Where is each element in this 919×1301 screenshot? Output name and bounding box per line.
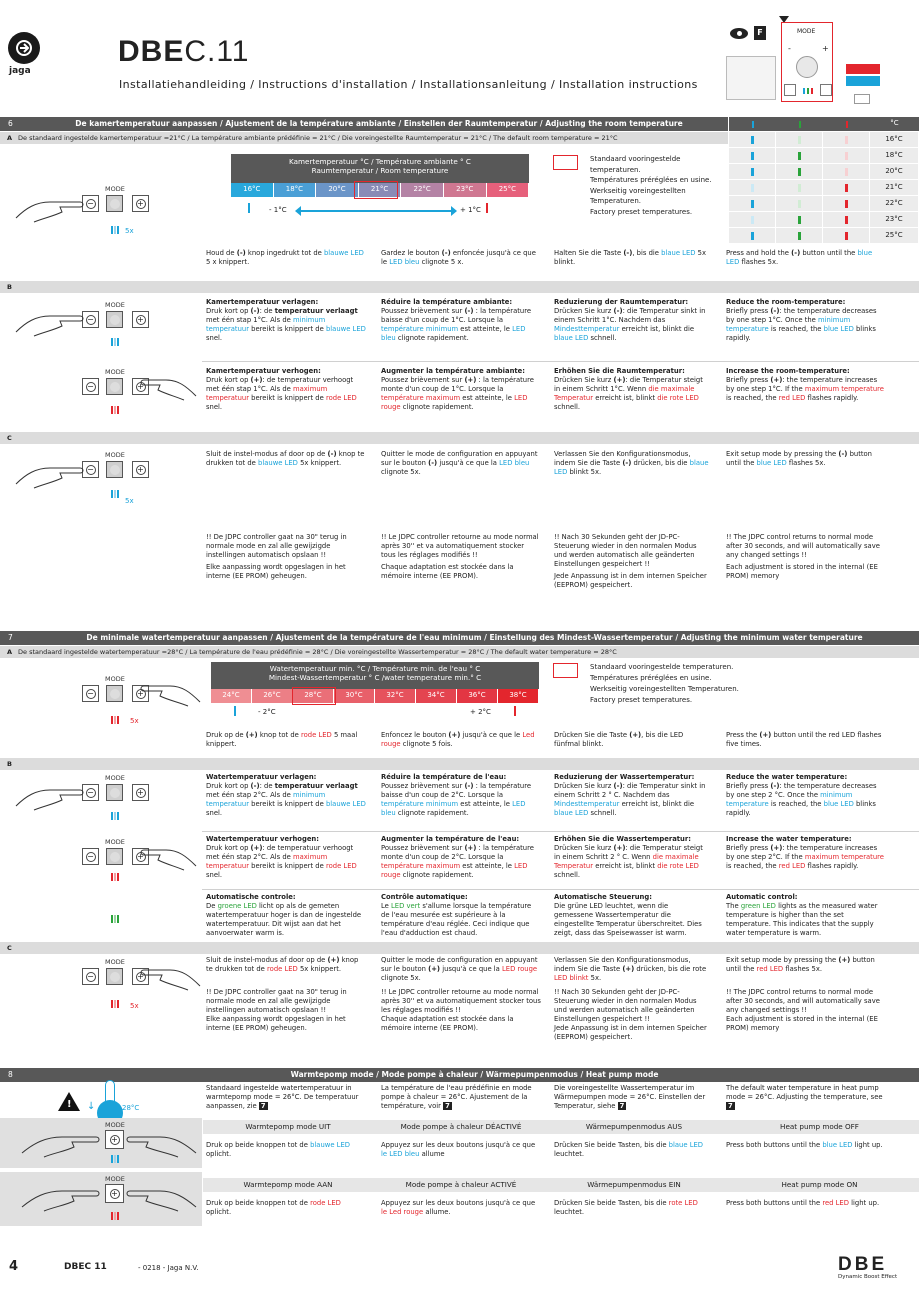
- minus-button[interactable]: −: [82, 378, 99, 395]
- hand-left-icon: [20, 1123, 100, 1159]
- led-cell: [776, 212, 823, 227]
- led-indicator: [111, 406, 119, 414]
- mode-button[interactable]: [106, 195, 123, 212]
- s6-B-up-en: Increase the room-temperature: Briefly press (+): the temperature increases by one step 1°C. If the maximum temperature is reached, the red LED flashes rapidly.: [726, 367, 884, 402]
- s6-preset-legend: [590, 154, 720, 217]
- s7-plus-led: [514, 706, 516, 716]
- mode-button[interactable]: [106, 685, 123, 702]
- sub-label: C: [7, 943, 12, 952]
- mode-label: MODE: [105, 774, 125, 782]
- led-cell: [823, 132, 870, 147]
- preset-fr: Températures préréglées en usine.: [590, 673, 712, 682]
- s6-A-de: Halten Sie die Taste (-), bis die blaue LED 5x blinkt.: [554, 249, 706, 266]
- minus-button[interactable]: −: [82, 784, 99, 801]
- s8-off-de-h: Wärmepumpenmodus AUS: [585, 1122, 683, 1131]
- jaga-logo: [8, 32, 40, 64]
- mode-label: MODE: [105, 1121, 125, 1129]
- s6-plus-led: [486, 203, 488, 213]
- sub-label: A: [7, 133, 13, 142]
- led-temp: 22°C: [870, 196, 919, 211]
- page-title: [118, 32, 250, 71]
- footer-logo-sub: Dynamic Boost Effect: [838, 1274, 898, 1280]
- scale-cell: 16°C: [231, 183, 274, 197]
- minus-button[interactable]: −: [82, 195, 99, 212]
- th-green: [776, 117, 823, 131]
- s7-B-down-fr: Réduire la température de l'eau: Poussez brièvement sur (-) : la température baisse d'un coup de 2°C. Lorsque la température minimum est atteinte, le LED bleu clignote rapidement.: [381, 773, 532, 817]
- led-temp: 16°C: [870, 132, 919, 147]
- led-cell: [776, 196, 823, 211]
- hand-pressing-icon: [14, 776, 86, 812]
- page-subtitle: Installatiehandleiding / Instructions d'installation / Installationsanleitung / Installation instructions: [119, 78, 698, 91]
- s6-B-down-fr: Réduire la température ambiante: Poussez brièvement sur (-) : la température baisse d'un coup de 1°C. Lorsque la température minimum est atteinte, le LED bleu clignote rapidement.: [381, 298, 532, 342]
- s8-off-nl-h: Warmtepomp mode UIT: [245, 1122, 331, 1131]
- mode-knob-button[interactable]: +: [105, 1130, 124, 1149]
- s7-B-auto-fr: Contrôle automatique: Le LED vert s'allume lorsque la température de l'eau mesurée est supérieure à la température d'eau réglée. Ceci indique que l'eau d'adduction est chaud.: [381, 893, 532, 937]
- preset-en: Factory preset temperatures.: [590, 207, 693, 216]
- led-temp: 20°C: [870, 164, 919, 179]
- plus-button[interactable]: +: [132, 685, 149, 702]
- led-temp: 21°C: [870, 180, 919, 195]
- led-mark: [751, 216, 754, 224]
- footer-page-number: 4: [9, 1259, 19, 1274]
- s6-B-down-de: Reduzierung der Raumtemperatur: Drücken Sie kurz (-): die Temperatur sinkt in einem Schritt 1°C. Nachdem das Mindesttemperatur erreicht ist, blinkt die blaue LED schnell.: [554, 298, 706, 342]
- s8-off-cols-en: Press both buttons until the blue LED light up.: [726, 1141, 883, 1149]
- led-mark: [798, 200, 801, 208]
- s6-A-fr: Gardez le bouton (-) enfoncée jusqu'à ce que le LED bleu clignote 5 x.: [381, 249, 536, 266]
- s7-B-auto-de: Automatische Steuerung: Die grüne LED leuchtet, wenn die gemessene Wassertemperatur die eingestellte Temperatur überschreitet. Dies zeigt, dass das Speisewasser ist warm.: [554, 893, 702, 937]
- down-arrow-icon: ↓: [87, 1101, 96, 1112]
- hand-pressing-icon: [140, 672, 202, 708]
- s6-B-up-nl: Kamertemperatuur verhogen: Druk kort op (+): de temperatuur verhoogt met één stap 1°C. Als de maximum temperatuur bereikt is knippert de rode LED snel.: [206, 367, 357, 411]
- led-cell: [776, 180, 823, 195]
- mode-button[interactable]: [106, 461, 123, 478]
- s7-note-nl: !! De JDPC controller gaat na 30" terug in normale mode en zal alle gewijzigde instellingen automatisch opslaan !! Elke aanpassing wordt opgeslagen in het interne (EE PROM) geheugen.: [206, 988, 347, 1032]
- s7-note-fr: !! Le JDPC controller retourne au mode normal après 30'' et va automatiquement stocker tous les réglages modifiés !! Chaque adaptation est stockée dans la mémoire interne (EE PROM).: [381, 988, 541, 1032]
- s6-C-bar: [0, 432, 919, 444]
- divider: [202, 831, 919, 832]
- mode-label: MODE: [105, 1175, 125, 1183]
- led-mark: [751, 200, 754, 208]
- led-mark: [798, 184, 801, 192]
- device-diagram: [724, 8, 914, 108]
- scale-cell: 26°C: [252, 689, 293, 703]
- plus-button[interactable]: +: [132, 848, 149, 865]
- device-leds: [803, 88, 813, 94]
- device-plus-button: [820, 84, 832, 96]
- scale-cell: 38°C: [498, 689, 539, 703]
- led-mark: [751, 136, 754, 144]
- device-red-plug: [846, 64, 880, 74]
- led-table-row: [729, 196, 919, 211]
- footer-logo: DBE: [838, 1254, 888, 1275]
- s7-B-down-en: Reduce the water temperature: Briefly press (-): the temperature decreases by one step 2 °C. Once the minimum temperature is reached, the blue LED blinks rapidly.: [726, 773, 877, 817]
- preset-nl: Standaard vooringestelde temperaturen.: [590, 155, 681, 174]
- s8-off-fr-h: Mode pompe à chaleur DÉACTIVÉ: [400, 1122, 522, 1131]
- s6-B-up-fr: Augmenter la température ambiante: Poussez brièvement sur (+) : la température monte d'un coup de 1°C. Lorsque la température maximum est atteinte, le LED rouge clignote rapidement.: [381, 367, 534, 411]
- led-mark: [798, 152, 801, 160]
- led-mark: [751, 232, 754, 240]
- section-number: 7: [8, 633, 13, 643]
- scale-title-2: Raumtemperatur / Room temperature: [311, 166, 449, 176]
- section-7-header: [0, 631, 919, 645]
- s7-B-up-fr: Augmenter la température de l'eau: Poussez brièvement sur (+) : la température monte d'un coup de 2°C. Lorsque la température maximum est atteinte, le LED rouge clignote rapidement.: [381, 835, 534, 879]
- minus-button[interactable]: −: [82, 848, 99, 865]
- section-number: 8: [8, 1070, 13, 1080]
- s8-intro-en: The default water temperature in heat pump mode = 26°C. Adjusting the temperature, see 7: [726, 1084, 883, 1110]
- s7-B-up-en: Increase the water temperature: Briefly press (+): the temperature increases by one step 2°C. If the maximum temperature is reached, the red LED flashes rapidly.: [726, 835, 884, 870]
- s7-C-cols-en: Exit setup mode by pressing the (+) button until the red LED flashes 5x.: [726, 956, 875, 973]
- hand-pressing-icon: [140, 366, 198, 402]
- mode-label: MODE: [105, 301, 125, 309]
- s8-on-de-h: Wärmepumpenmodus EIN: [587, 1180, 681, 1189]
- led-indicator: [111, 338, 119, 346]
- led-temp: 25°C: [870, 228, 919, 243]
- mode-button[interactable]: [106, 311, 123, 328]
- plus-button[interactable]: +: [132, 461, 149, 478]
- led-mark: [751, 152, 754, 160]
- s8-on-cols-fr: Appuyez sur les deux boutons jusqu'à ce que le Led rouge allume.: [381, 1199, 536, 1216]
- s7-C-cols-de: Verlassen Sie den Konfigurationsmodus, indem Sie die Taste (+) drücken, bis die rote LED blinkt 5x.: [554, 956, 707, 982]
- s8-on-fr-h: Mode pompe à chaleur ACTIVÉ: [405, 1180, 517, 1189]
- led-indicator-green: [111, 915, 119, 923]
- footer-meta: - 0218 - Jaga N.V.: [138, 1264, 199, 1272]
- preset-nl: Standaard vooringestelde temperaturen.: [590, 663, 734, 671]
- s7-minus-led: [234, 706, 236, 716]
- s7-A-bar: [0, 646, 919, 658]
- divider: [202, 889, 919, 890]
- led-cell: [729, 180, 776, 195]
- led-cell: [823, 164, 870, 179]
- led-temp: 18°C: [870, 148, 919, 163]
- plus-button[interactable]: +: [132, 378, 149, 395]
- s8-on-nl-h: Warmtepomp mode AAN: [243, 1180, 333, 1189]
- hand-right-icon: [126, 1177, 198, 1213]
- s7-note-en: !! The JDPC control returns to normal mode after 30 seconds, and will automatically save any changed settings !! Each adjustment is stored in the internal (EE PROM) memory: [726, 988, 880, 1032]
- led-indicator: [111, 490, 119, 498]
- hand-pressing-icon: [14, 302, 86, 338]
- scale-cell: 18°C: [274, 183, 317, 197]
- s7-note-de: !! Nach 30 Sekunden geht der JD-PC-Steuerung wieder in den normalen Modus und werden automatisch alle geänderten Einstellungen gespeichert !! Jede Anpassung ist in dem internen Speicher (EEPROM) gespeichert.: [554, 988, 707, 1041]
- plus-button[interactable]: +: [132, 784, 149, 801]
- s7-A-nl: Druk op de (+) knop tot de rode LED 5 maal knippert.: [206, 731, 358, 748]
- section-number: 6: [8, 119, 13, 129]
- s8-on-cols-de: Drücken Sie beide Tasten, bis die rote LED leuchtet.: [554, 1199, 698, 1216]
- thermo-value: 28°C: [122, 1104, 140, 1112]
- device-minus-button: [784, 84, 796, 96]
- s6-minus-step: - 1°C: [269, 206, 287, 214]
- title-rest: C.11: [184, 35, 250, 68]
- led-mark: [845, 200, 848, 208]
- device-blue-plug: [846, 76, 880, 86]
- led-mark: [845, 184, 848, 192]
- device-connector: [854, 94, 870, 104]
- s6-minus-led: [248, 203, 250, 213]
- s7-scale-title: [211, 662, 539, 689]
- led-cell: [729, 132, 776, 147]
- s7-C-cols-nl: Sluit de instel-modus af door op de (+) knop te drukken tot de rode LED 5x knippert.: [206, 956, 359, 973]
- s7-B-down-nl: Watertemperatuur verlagen: Druk kort op (-): de temperatuur verlaagt met één stap 2°C. Als de minimum temperatuur bereikt is knippert de blauwe LED snel.: [206, 773, 366, 817]
- scale-title-1: Watertemperatuur min. °C / Température min. de l'eau ° C: [269, 664, 481, 673]
- s8-on-en-h: Heat pump mode ON: [781, 1180, 858, 1189]
- hand-pressing-icon: [14, 454, 86, 490]
- sub-text: De standaard ingestelde watertemperatuur =28°C / La température de l'eau prédéfinie = 28°C / Die voreingestellte Wassertemperatur = 28°C / The default water temperature = 28°C: [18, 647, 617, 656]
- device-mode-label: MODE: [797, 28, 816, 35]
- s6-C-cols-de: Verlassen Sie den Konfigurationsmodus, indem Sie die Taste (-) drücken, bis die blaue LED blinkt 5x.: [554, 450, 709, 476]
- sub-text: De standaard ingestelde kamertemperatuur =21°C / La température ambiante prédéfinie = 21°C / Die voreingestellte Raumtemperatur = 21°C / The default room temperature = 21°C: [18, 133, 618, 142]
- s8-intro-fr: La température de l'eau prédéfinie en mode pompe à chaleur = 26°C. Ajustement de la température, voir 7: [381, 1084, 532, 1110]
- s7-C-cols-fr: Quitter le mode de configuration en appuyant sur le bouton (+) jusqu'à ce que la LED rouge clignote 5x.: [381, 956, 538, 982]
- mode-button[interactable]: [106, 378, 123, 395]
- mode-knob-button[interactable]: +: [105, 1184, 124, 1203]
- hand-right-icon: [126, 1123, 198, 1159]
- section-8-header: [0, 1068, 919, 1082]
- scale-cell: 22°C: [401, 183, 444, 197]
- s6-note-fr: !! Le JDPC controller retourne au mode normal après 30'' et va automatiquement stocker tous les réglages modifiés !! Chaque adaptation est stockée dans la mémoire interne (EE PROM).: [381, 533, 539, 580]
- led-cell: [823, 212, 870, 227]
- s7-B-up-nl: Watertemperatuur verhogen: Druk kort op (+): de temperatuur verhoogt met één stap 2°C. Als de maximum temperatuur bereikt is knippert de rode LED snel.: [206, 835, 357, 879]
- led-mark: [845, 168, 848, 176]
- repeat-count: 5x: [130, 717, 139, 725]
- led-table-row: [729, 132, 919, 147]
- led-table-row: [729, 180, 919, 195]
- s7-B-up-de: Erhöhen Sie die Wassertemperatur: Drücken Sie kurz (+): die Temperatur steigt in einem Schritt 2 ° C. Wenn die maximale Temperatur erreicht ist, blinkt die rote LED schnell.: [554, 835, 703, 879]
- scale-title-1: Kamertemperatuur °C / Température ambiante ° C: [289, 157, 471, 166]
- s8-on-cols-en: Press both buttons until the red LED light up.: [726, 1199, 880, 1207]
- device-plus: +: [822, 44, 829, 53]
- hand-left-icon: [20, 1177, 100, 1213]
- warning-mark: !: [67, 1099, 72, 1110]
- s6-A-bar: [0, 132, 728, 144]
- minus-button[interactable]: −: [82, 311, 99, 328]
- s8-intro-de: Die voreingestellte Wassertemperatur im Wärmepumpen mode = 26°C. Einstellen der Temperatur, siehe 7: [554, 1084, 706, 1110]
- preset-en: Factory preset temperatures.: [590, 695, 693, 704]
- preset-fr: Températures préréglées en usine.: [590, 176, 712, 184]
- scale-cell: 23°C: [444, 183, 487, 197]
- hand-pressing-icon: [140, 836, 198, 872]
- s6-preset-legend-box: [553, 155, 578, 170]
- repeat-count: 5x: [125, 497, 134, 505]
- led-mark: [845, 136, 848, 144]
- led-mark: [751, 184, 754, 192]
- led-indicator: [111, 1212, 119, 1220]
- s7-preset-legend-box: [553, 663, 578, 678]
- scale-cell: 25°C: [487, 183, 530, 197]
- s6-arrow: [300, 210, 452, 212]
- hand-pressing-icon: [140, 956, 202, 992]
- minus-button[interactable]: −: [82, 968, 99, 985]
- th-red: [823, 117, 870, 131]
- led-cell: [776, 148, 823, 163]
- led-indicator: [111, 873, 119, 881]
- led-cell: [729, 228, 776, 243]
- s6-A-en: Press and hold the (-) button until the blue LED flashes 5x.: [726, 249, 873, 266]
- scale-cell: 32°C: [375, 689, 416, 703]
- section-6-header: [0, 117, 728, 131]
- led-cell: [776, 132, 823, 147]
- section-title: Warmtepomp mode / Mode pompe à chaleur / Wärmepumpenmodus / Heat pump mode: [290, 1070, 659, 1080]
- s7-B-down-de: Reduzierung der Wassertemperatur: Drücken Sie kurz (-): die Temperatur sinkt in einem Schritt 2 ° C. Nachdem das Mindesttemperatur erreicht ist, blinkt die blaue LED schnell.: [554, 773, 706, 817]
- s7-A-en: Press the (+) button until the red LED flashes five times.: [726, 731, 882, 748]
- scale-title-2: Mindest-Wassertemperatur ° C /water temperature min.° C: [268, 673, 482, 683]
- scale-cell: 20°C: [316, 183, 359, 197]
- sub-label: B: [7, 759, 12, 768]
- led-cell: [729, 164, 776, 179]
- s7-B-auto-nl: Automatische controle: De groene LED licht op als de gemeten watertemperatuur hoger is dan de ingestelde watertemperatuur. Dit wijst aan dat het aanvoerwater warm is.: [206, 893, 362, 937]
- s7-scale: [211, 689, 539, 703]
- mode-label: MODE: [105, 838, 125, 846]
- hand-pressing-icon: [14, 188, 86, 224]
- led-cell: [823, 148, 870, 163]
- eye-icon: [730, 28, 748, 39]
- led-indicator: [111, 812, 119, 820]
- minus-button[interactable]: −: [82, 461, 99, 478]
- s6-note-en: !! The JDPC control returns to normal mode after 30 seconds, and will automatically save any changed settings !! Each adjustment is stored in the internal (EE PROM) memory: [726, 533, 880, 580]
- divider: [202, 361, 919, 362]
- s6-B-down-en: Reduce the room-temperature: Briefly press (-): the temperature decreases by one step 1°C. Once the minimum temperature is reached, the blue LED blinks rapidly.: [726, 298, 877, 342]
- led-table-row: [729, 228, 919, 243]
- scale-cell: 34°C: [416, 689, 457, 703]
- mode-label: MODE: [105, 675, 125, 683]
- s6-B-down-nl: Kamertemperatuur verlagen: Druk kort op (-): de temperatuur verlaagt met één stap 1°C. Als de minimum temperatuur bereikt is knippert de blauwe LED snel.: [206, 298, 366, 342]
- mode-label: MODE: [105, 451, 125, 459]
- led-cell: [776, 228, 823, 243]
- scale-cell: 30°C: [334, 689, 375, 703]
- led-table-row: [729, 148, 919, 163]
- led-mark: [845, 216, 848, 224]
- led-mark: [798, 136, 801, 144]
- led-indicator: [111, 226, 119, 234]
- preset-de: Werkseitig voreingestellten Temperaturen.: [590, 186, 686, 205]
- sub-label: B: [7, 282, 12, 291]
- sub-label: A: [7, 647, 13, 656]
- led-mark: [845, 232, 848, 240]
- plus-button[interactable]: +: [132, 968, 149, 985]
- led-table-header: [729, 117, 919, 131]
- s7-plus-step: + 2°C: [470, 708, 491, 716]
- repeat-count: 5x: [125, 227, 134, 235]
- brand-name: jaga: [9, 66, 31, 76]
- led-indicator: [111, 1000, 119, 1008]
- s6-note-de: !! Nach 30 Sekunden geht der JD-PC-Steuerung wieder in den normalen Modus und werden automatisch alle geänderten Einstellungen gespeichert !! Jede Anpassung ist in dem internen Speicher (EEPROM) gespeichert.: [554, 533, 707, 589]
- led-indicator: [111, 716, 119, 724]
- led-cell: [729, 148, 776, 163]
- footer-product: DBEC 11: [64, 1262, 107, 1272]
- s7-default-box: [292, 687, 336, 705]
- s6-B-up-de: Erhöhen Sie die Raumtemperatur: Drücken Sie kurz (+): die Temperatur steigt in einem Schritt 1°C. Wenn die maximale Temperatur erreicht ist, blinkt die rote LED schnell.: [554, 367, 703, 411]
- led-mark: [845, 152, 848, 160]
- s7-minus-step: - 2°C: [258, 708, 276, 716]
- scale-cell: 36°C: [457, 689, 498, 703]
- s7-preset-legend: [590, 662, 810, 705]
- device-knob: [796, 56, 818, 78]
- s8-on-cols-nl: Druk op beide knoppen tot de rode LED oplicht.: [206, 1199, 341, 1216]
- mode-button[interactable]: [106, 968, 123, 985]
- mode-label: MODE: [105, 958, 125, 966]
- device-panel: [726, 56, 776, 100]
- plus-button[interactable]: +: [132, 311, 149, 328]
- s6-A-nl: Houd de (-) knop ingedrukt tot de blauwe LED 5 x knippert.: [206, 249, 364, 266]
- s8-off-en-h: Heat pump mode OFF: [780, 1122, 859, 1131]
- section-title: De kamertemperatuur aanpassen / Ajustement de la température ambiante / Einstellen der Raumtemperatur / Adjusting the room temperature: [75, 119, 683, 129]
- s6-note-nl: !! De JDPC controller gaat na 30" terug in normale mode en zal alle gewijzigde instellingen automatisch opslaan !! Elke aanpassing wordt opgeslagen in het interne (EE PROM) geheugen.: [206, 533, 347, 580]
- th-blue: [729, 117, 776, 131]
- led-mark: [798, 168, 801, 176]
- led-mark: [798, 216, 801, 224]
- logo-arrow-icon: [14, 38, 34, 58]
- s6-scale-title: [231, 154, 529, 183]
- led-indicator: [111, 1155, 119, 1163]
- s8-off-cols-fr: Appuyez sur les deux boutons jusqu'à ce que le LED bleu allume: [381, 1141, 536, 1158]
- mode-label: MODE: [105, 368, 125, 376]
- led-temp: 23°C: [870, 212, 919, 227]
- scale-cell: 21°C: [359, 183, 402, 197]
- s6-B-bar: [0, 281, 919, 293]
- minus-button[interactable]: −: [82, 685, 99, 702]
- preset-de: Werkseitig voreingestellten Temperaturen.: [590, 684, 739, 693]
- device-minus: -: [788, 44, 791, 53]
- s6-C-cols-en: Exit setup mode by pressing the (-) button until the blue LED flashes 5x.: [726, 450, 872, 467]
- s7-A-fr: Enfoncez le bouton (+) jusqu'à ce que le Led rouge clignote 5 fois.: [381, 731, 535, 748]
- device-letter: F: [754, 26, 766, 40]
- plus-button[interactable]: +: [132, 195, 149, 212]
- s6-C-cols-fr: Quitter le mode de configuration en appuyant sur le bouton (-) jusqu'à ce que la LED bleu clignote 5x.: [381, 450, 538, 476]
- mode-button[interactable]: [106, 784, 123, 801]
- mode-label: MODE: [105, 185, 125, 193]
- led-cell: [823, 180, 870, 195]
- repeat-count: 5x: [130, 1002, 139, 1010]
- led-cell: [823, 196, 870, 211]
- s7-B-auto-en: Automatic control: The green LED lights as the measured water temperature is higher than the set temperature. This indicates that the supply water temperature is warm.: [726, 893, 878, 937]
- led-cell: [729, 196, 776, 211]
- th-degrees: °C: [890, 119, 899, 128]
- s7-C-bar: [0, 942, 919, 954]
- s6-C-cols-nl: Sluit de instel-modus af door op de (-) knop te drukken tot de blauwe LED 5x knippert.: [206, 450, 365, 467]
- s8-off-cols-nl: Druk op beide knoppen tot de blauwe LED oplicht.: [206, 1141, 351, 1158]
- led-cell: [729, 212, 776, 227]
- led-table-row: [729, 164, 919, 179]
- led-cell: [823, 228, 870, 243]
- s8-intro-nl: Standaard ingestelde watertemperatuur in warmtepomp mode = 26°C. De temperatuur aanpassen, zie 7: [206, 1084, 359, 1110]
- s6-plus-step: + 1°C: [460, 206, 481, 214]
- section-title: De minimale watertemperatuur aanpassen / Ajustement de la température de l'eau minimum / Einstellung des Mindest-Wassertemperatur / Adjusting the minimum water temperature: [86, 633, 863, 643]
- led-mark: [751, 168, 754, 176]
- scale-cell: 28°C: [293, 689, 334, 703]
- s8-off-cols-de: Drücken Sie beide Tasten, bis die blaue LED leuchtet.: [554, 1141, 704, 1158]
- mode-button[interactable]: [106, 848, 123, 865]
- led-mark: [798, 232, 801, 240]
- s7-A-de: Drücken Sie die Taste (+), bis die LED fünfmal blinkt.: [554, 731, 684, 748]
- led-table-row: [729, 212, 919, 227]
- sub-label: C: [7, 433, 12, 442]
- s7-B-bar: [0, 758, 919, 770]
- scale-cell: 24°C: [211, 689, 252, 703]
- s6-default-box: [354, 181, 398, 199]
- led-cell: [776, 164, 823, 179]
- title-bold: DBE: [118, 35, 185, 68]
